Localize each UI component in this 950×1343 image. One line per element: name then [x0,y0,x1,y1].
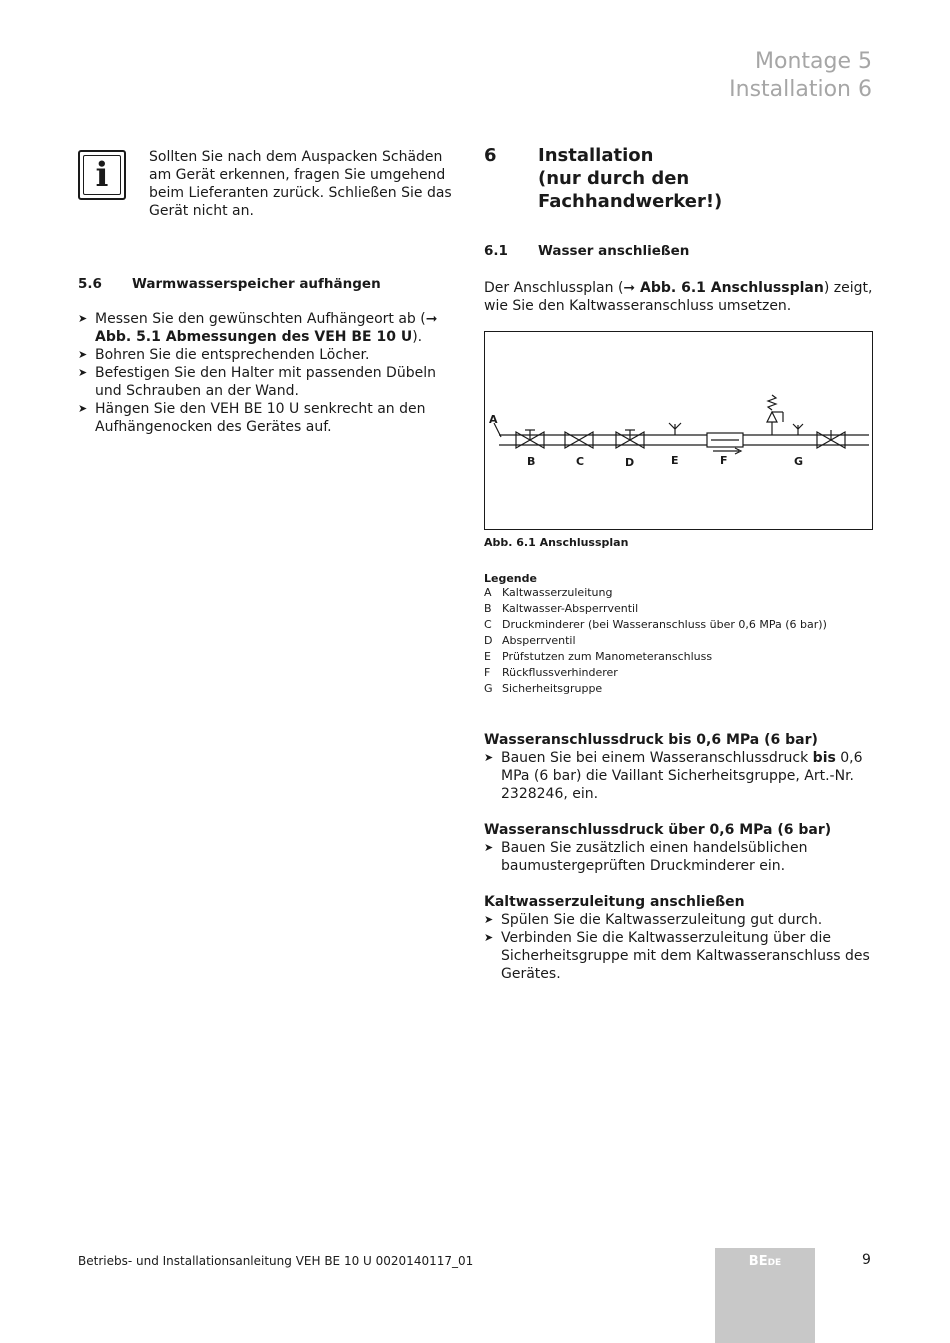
pressure-reducer-icon [565,432,593,448]
left-column [78,148,466,436]
legend-title: Legende [484,572,537,585]
list-item: ➤ Bauen Sie zusätzlich einen handelsüblichen baumustergeprüften Druckminderer ein. [484,839,876,875]
label-e: E [671,454,679,467]
pressure-low-steps [484,749,876,803]
info-icon [78,150,126,200]
label-c: C [576,455,585,468]
figure-caption: Abb. 6.1 Anschlussplan [484,536,629,549]
safety-valve-spring [768,395,776,410]
label-g: G [794,455,804,468]
chapter-6-heading [484,144,876,213]
label-f: F [720,454,728,467]
list-item: ➤ Spülen Sie die Kaltwasserzuleitung gut durch. [484,911,876,929]
connection-diagram-svg [485,332,874,531]
connection-diagram [484,331,873,530]
legend-item: C Druckminderer (bei Wasseranschluss über 0,6 MPa (6 bar)) [484,618,827,631]
pressure-high-heading: Wasseranschlussdruck über 0,6 MPa (6 bar) [484,822,832,838]
legend-item: A Kaltwasserzuleitung [484,586,613,599]
legend-list [484,585,876,697]
list-item: ➤ Verbinden Sie die Kaltwasserzuleitung über die Sicherheitsgruppe mit dem Kaltwasseranschluss des Gerätes. [484,929,876,983]
legend-item: E Prüfstutzen zum Manometeranschluss [484,650,713,663]
chapter-number: 6 [484,145,497,166]
info-note-text: Sollten Sie nach dem Auspacken Schäden am Gerät erkennen, fragen Sie umgehend beim Lieferanten zurück. Schließen Sie das Gerät nicht an. [149,149,452,219]
section-5-6-heading [78,276,466,292]
section-number: 6.1 [484,243,508,259]
section-title: Warmwasserspeicher aufhängen [132,276,381,292]
legend-item: F Rückflussverhinderer [484,666,618,679]
legend-item: D Absperrventil [484,634,576,647]
section-number: 5.6 [78,276,102,292]
safety-valve-icon [767,412,777,422]
footer-document-title: Betriebs- und Installationsanleitung VEH BE 10 U 0020140117_01 [78,1254,474,1268]
list-item: ➤ Hängen Sie den VEH BE 10 U senkrecht an den Aufhängenocken des Gerätes auf. [78,400,466,436]
language-tab [715,1248,815,1343]
section-title: Wasser anschließen [538,243,690,259]
right-column [484,144,876,983]
section-6-1-intro: Der Anschlussplan (➞ Abb. 6.1 Anschlussplan) zeigt, wie Sie den Kaltwasseranschluss umsetzen. [484,280,873,314]
page-header [729,48,872,104]
figure-reference: ➞ Abb. 6.1 Anschlussplan [623,280,824,296]
list-item: ➤ Bohren Sie die entsprechenden Löcher. [78,346,466,364]
section-6-1-heading [484,243,876,259]
list-item: ➤ Bauen Sie bei einem Wasseranschlussdruck bis 0,6 MPa (6 bar) die Vaillant Sicherheitsgruppe, Art.-Nr. 2328246, ein. [484,749,876,803]
list-item: ➤ Befestigen Sie den Halter mit passenden Dübeln und Schrauben an der Wand. [78,364,466,400]
header-chapter-5: Montage 5 [755,49,872,74]
label-a: A [489,413,498,426]
info-icon-glyph: i [83,155,121,195]
legend-item: B Kaltwasser-Absperrventil [484,602,639,615]
label-b: B [527,455,536,468]
mounting-steps [78,310,466,436]
cold-water-steps [484,911,876,983]
label-d: D [625,456,635,469]
header-chapter-6: Installation 6 [729,77,872,102]
language-code: BEDE [748,1254,782,1269]
figure-reference: ➞ Abb. 5.1 Abmessungen des VEH BE 10 U [95,311,438,345]
info-note [78,148,466,228]
cold-water-heading: Kaltwasserzuleitung anschließen [484,894,745,910]
page-number: 9 [862,1252,871,1268]
pressure-high-steps [484,839,876,875]
pressure-low-heading: Wasseranschlussdruck bis 0,6 MPa (6 bar) [484,732,818,748]
legend-item: G Sicherheitsgruppe [484,682,603,695]
list-item: ➤ Messen Sie den gewünschten Aufhängeort ab (➞ Abb. 5.1 Abmessungen des VEH BE 10 U). [78,310,466,346]
chapter-title: Installation (nur durch den Fachhandwerker!) [538,145,723,212]
